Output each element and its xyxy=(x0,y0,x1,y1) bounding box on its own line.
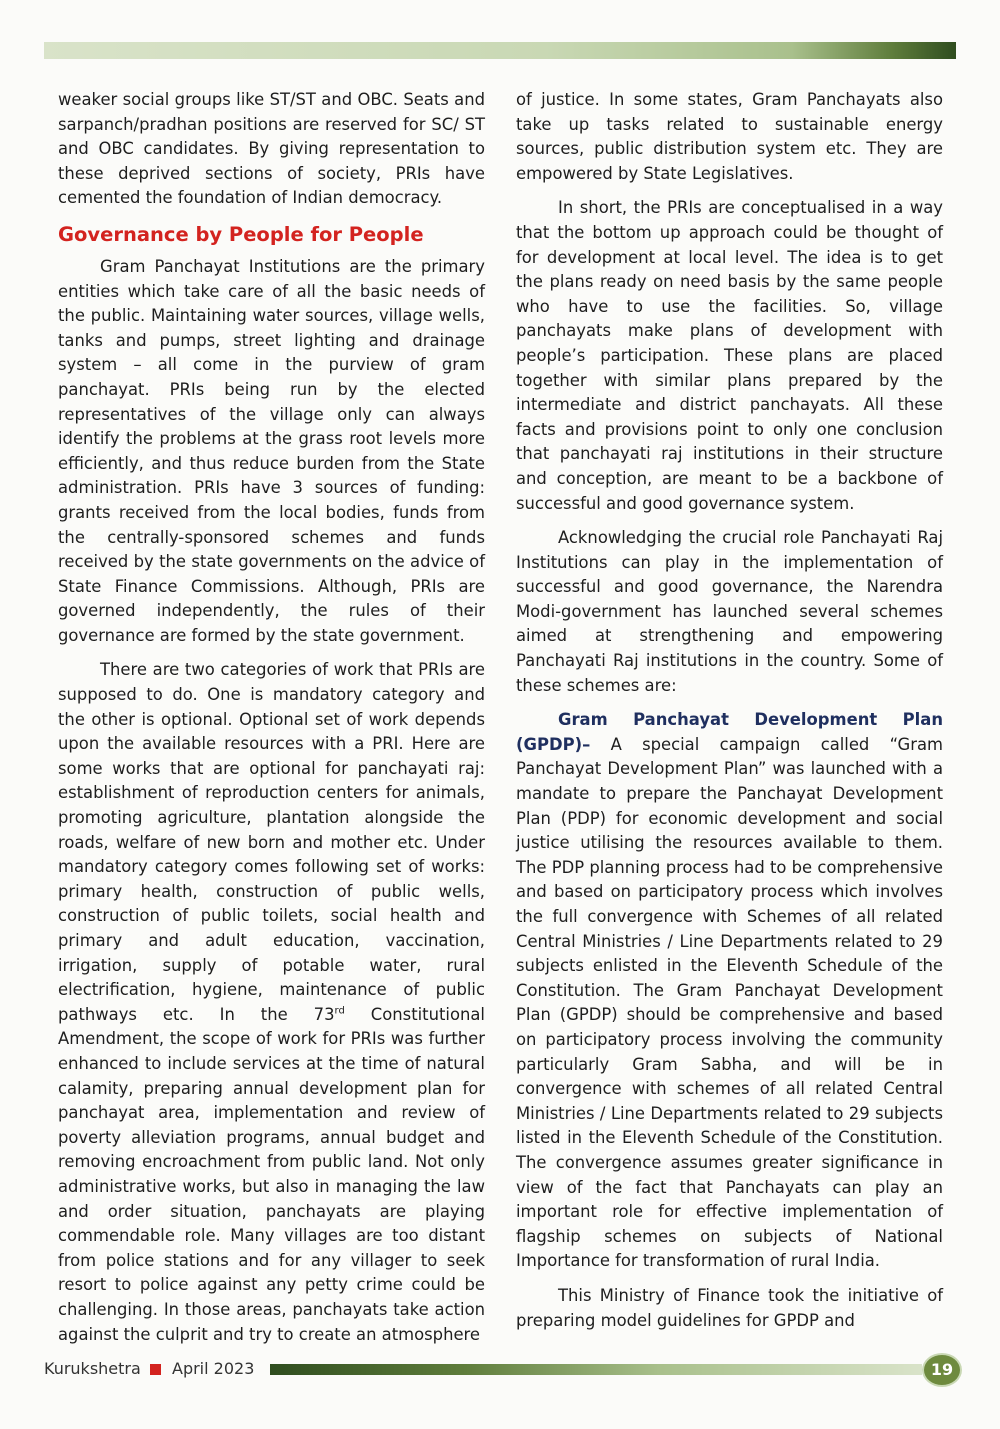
footer-separator-square xyxy=(150,1364,161,1375)
left-paragraph-2: Gram Panchayat Institutions are the primary entities which take care of all the basic needs of the public. Maintaining water sources, village wells, tanks and pumps, street lighting and drainage system – all come in the purview of gram panchayat. PRIs being run by the elected representatives of the village only can always identify the problems at the grass root levels more efficiently, and thus reduce burden from the State administration. PRIs have 3 sources of funding: grants received from the local bodies, funds from the centrally-sponsored schemes and funds received by the state governments on the advice of State Finance Commissions. Although, PRIs are governed independently, the rules of their governance are formed by the state government. xyxy=(58,256,485,645)
scheme-body: A special campaign called “Gram Panchayat Development Plan” was launched with a mandate to prepare the Panchayat Development Plan (PDP) for economic development and social justice utilising the resources available to them. The PDP planning process had to be comprehensive and based on participatory process which involves the full convergence with Schemes of all related Central Ministries / Line Departments related to 29 subjects enlisted in the Eleventh Schedule of the Constitution. The Gram Panchayat Development Plan (GPDP) should be comprehensive and based on participatory process involving the community particularly Gram Sabha, and will be in convergence with schemes of all related Central Ministries / Line Departments related to 29 subjects listed in the Eleventh Schedule of the Constitution. The convergence assumes greater significance in view of the fact that Panchayats can play an important role for effective implementation of flagship schemes on subjects of National Importance for transformation of rural India. xyxy=(516,734,943,1271)
page-footer xyxy=(44,1356,956,1382)
left-paragraph-3 xyxy=(58,658,485,1347)
issue-date: April 2023 xyxy=(172,1359,255,1378)
left-paragraph-3-part-a: There are two categories of work that PRIs are supposed to do. One is mandatory category and the other is optional. Optional set of work depends upon the available resources with a PRI. Here are some works that are optional for panchayati raj: establishment of reproduction centers for animals, promoting agriculture, plantation alongside the roads, welfare of new born and mother etc. Under mandatory category comes following set of works: primary health, construction of public wells, construction of public toilets, social health and primary and adult education, vaccination, irrigation, supply of potable water, rural electrification, hygiene, maintenance of public pathways etc. In the 73 xyxy=(58,660,485,1024)
page-number: 19 xyxy=(922,1353,962,1387)
right-paragraph-2: In short, the PRIs are conceptualised in a way that the bottom up approach could be thought of for development at local level. The idea is to get the plans ready on need basis by the same people who have to use the facilities. So, village panchayats make plans of development with people’s participation. These plans are placed together with similar plans prepared by the intermediate and district panchayats. All these facts and provisions point to only one conclusion that panchayati raj institutions in their structure and conception, are meant to be a backbone of successful and good governance system. xyxy=(516,198,943,513)
scheme-paragraph xyxy=(516,708,943,1274)
right-paragraph-5: This Ministry of Finance took the initiative of preparing model guidelines for GPDP and xyxy=(516,1285,943,1330)
ordinal-superscript: rd xyxy=(334,1005,345,1017)
left-paragraph-1: weaker social groups like ST/ST and OBC. Seats and sarpanch/pradhan positions are reserved for SC/ ST and OBC candidates. By giving representation to these deprived sections of society, PRIs have cemented the foundation of Indian democracy. xyxy=(58,90,485,208)
left-paragraph-3-part-b: Constitutional Amendment, the scope of work for PRIs was further enhanced to include services at the time of natural calamity, preparing annual development plan for panchayat area, implementation and review of poverty alleviation programs, annual budget and removing encroachment from public land. Not only administrative works, but also in managing the law and order situation, panchayats are playing commendable role. Many villages are too distant from police stations and for any villager to seek resort to police against any petty crime could be challenging. In those areas, panchayats take action against the culprit and try to create an atmosphere xyxy=(58,1004,485,1344)
right-paragraph-1: of justice. In some states, Gram Panchayats also take up tasks related to sustainable energy sources, public distribution system etc. They are empowered by State Legislatives. xyxy=(516,90,943,183)
right-paragraph-3: Acknowledging the crucial role Panchayati Raj Institutions can play in the implementation of successful and good governance, the Narendra Modi-government has launched several schemes aimed at strengthening and empowering Panchayati Raj institutions in the country. Some of these schemes are: xyxy=(516,528,943,695)
left-column xyxy=(58,88,485,1347)
magazine-name: Kurukshetra xyxy=(44,1359,141,1378)
footer-decorative-bar xyxy=(270,1364,922,1375)
header-decorative-bar xyxy=(44,42,956,59)
section-heading: Governance by People for People xyxy=(58,222,424,246)
right-column xyxy=(516,88,943,1333)
scheme-title: Gram Panchayat Development Plan (GPDP)– xyxy=(516,710,943,754)
